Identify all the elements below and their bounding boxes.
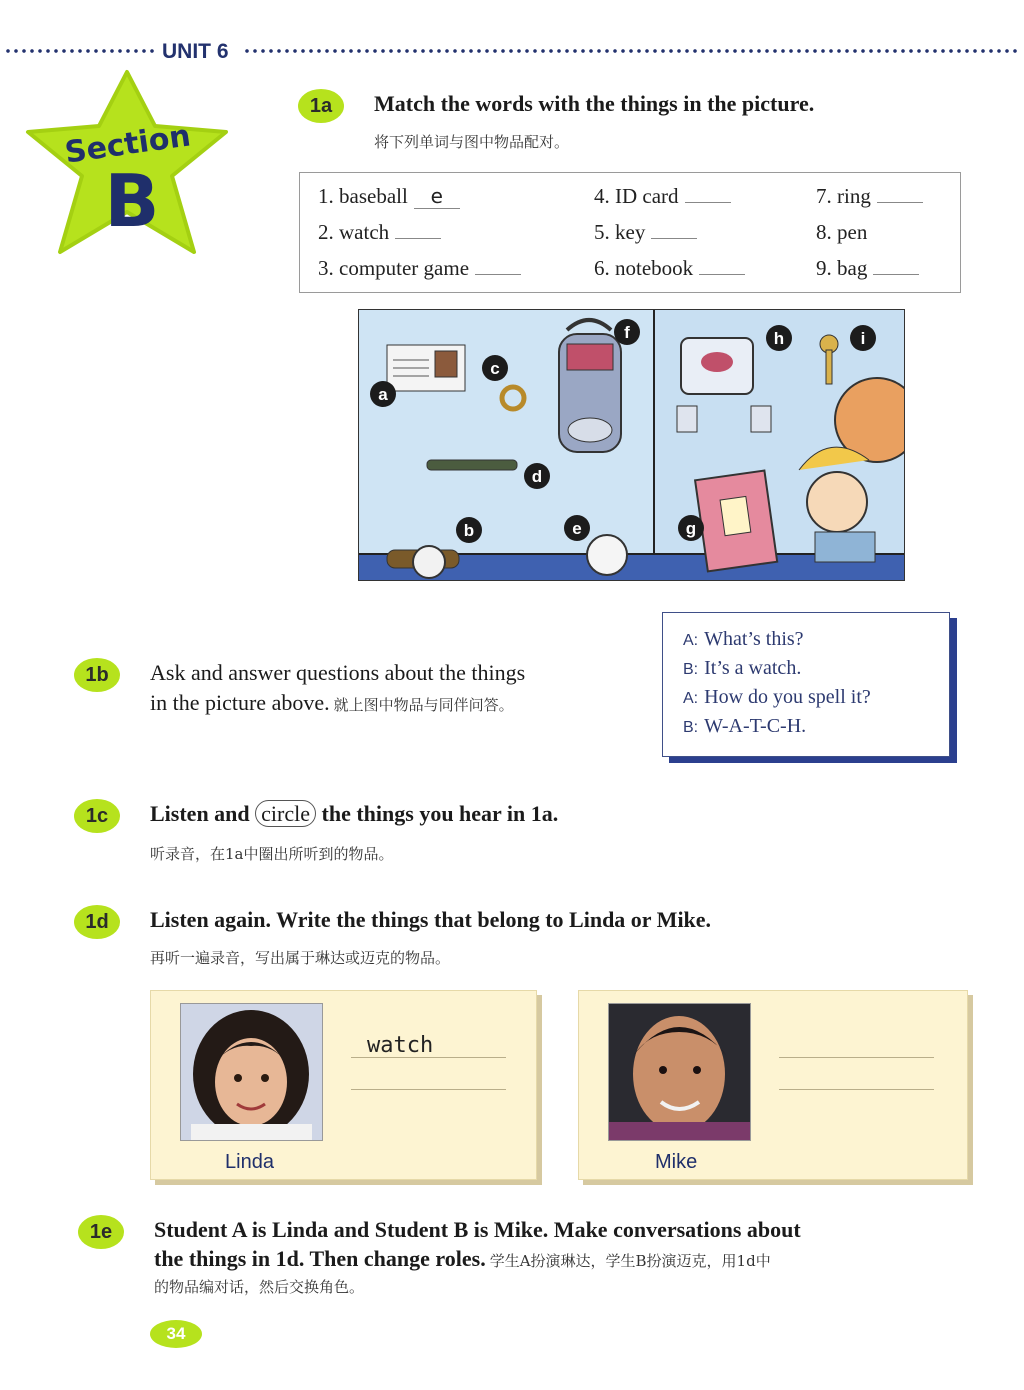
ex1b-instruction-cn: 就上图中物品与同伴问答。	[333, 696, 514, 714]
linda-name: Linda	[225, 1151, 274, 1173]
linda-answer[interactable]: watch	[367, 1033, 434, 1058]
badge-1d: 1d	[74, 905, 120, 939]
mike-photo	[608, 1003, 751, 1141]
label-e	[564, 515, 590, 541]
badge-1a: 1a	[298, 89, 344, 123]
svg-text:f: f	[624, 323, 630, 342]
word-item: 5. key	[594, 220, 697, 245]
badge-1c: 1c	[74, 799, 120, 833]
svg-text:b: b	[463, 521, 475, 540]
svg-text:i: i	[860, 329, 866, 348]
section-word: Section	[62, 118, 193, 171]
word-item: 9. bag	[816, 256, 919, 281]
ex1e-line2-wrap	[154, 1246, 771, 1272]
dialog-line: B: It’s a watch.	[683, 657, 802, 679]
dialog-line: A: What’s this?	[683, 628, 804, 650]
answer-blank[interactable]: e	[414, 184, 460, 209]
mike-answer-line-2[interactable]	[779, 1089, 934, 1090]
ex1e-line1: Student A is Linda and Student B is Mike. Make conversations about	[154, 1217, 801, 1242]
svg-text:d: d	[531, 467, 543, 486]
answer-blank[interactable]	[877, 202, 923, 203]
label-c	[482, 355, 508, 381]
mike-card	[578, 990, 968, 1180]
bag-drawing	[559, 320, 621, 452]
word-item: 8. pen	[816, 220, 868, 244]
label-h	[766, 325, 792, 351]
notebook-drawing	[695, 471, 777, 572]
linda-card	[150, 990, 537, 1180]
answer-blank[interactable]	[699, 274, 745, 275]
answer-blank[interactable]	[651, 238, 697, 239]
word-item: 6. notebook	[594, 256, 745, 281]
unit-label: UNIT 6	[162, 40, 229, 63]
word-item: 2. watch	[318, 220, 441, 245]
dialog-line: A: How do you spell it?	[683, 686, 871, 708]
ex1a-title: Match the words with the things in the picture.	[374, 91, 815, 116]
svg-text:h: h	[773, 329, 785, 348]
badge-1b: 1b	[74, 658, 120, 692]
dialog-line: B: W-A-T-C-H.	[683, 715, 807, 737]
svg-text:a: a	[378, 385, 388, 404]
items-picture	[358, 309, 905, 581]
answer-blank[interactable]	[873, 274, 919, 275]
label-d	[524, 463, 550, 489]
circled-word: circle	[255, 800, 316, 827]
linda-answer-line-2[interactable]	[351, 1089, 506, 1090]
ex1e-line2: the things in 1d. Then change roles.	[154, 1246, 486, 1271]
ex1e-line2-cn: 学生A扮演琳达，学生B扮演迈克，用1d中	[489, 1252, 771, 1270]
linda-answer-line-1[interactable]	[351, 1057, 506, 1058]
ex1c-instruction-cn: 听录音，在1a中圈出所听到的物品。	[150, 845, 394, 863]
ex1a-instruction-cn: 将下列单词与图中物品配对。	[374, 133, 570, 151]
svg-text:c: c	[490, 359, 500, 378]
ex1d-title: Listen again. Write the things that belong to Linda or Mike.	[150, 907, 712, 932]
section-letter: B	[104, 159, 160, 243]
word-item: 7. ring	[816, 184, 923, 209]
linda-photo	[180, 1003, 323, 1141]
label-f	[614, 319, 640, 345]
ex1b-line2: in the picture above.	[150, 690, 330, 715]
ex1b-line2-wrap	[150, 690, 514, 716]
answer-blank[interactable]	[685, 202, 731, 203]
badge-1e: 1e	[78, 1215, 124, 1249]
answer-blank[interactable]	[475, 274, 521, 275]
word-item: 1. baseball e	[318, 184, 460, 209]
svg-text:g: g	[685, 519, 697, 538]
label-g	[678, 515, 704, 541]
svg-text:e: e	[572, 519, 582, 538]
example-dialog	[662, 612, 950, 757]
header-dots-right	[243, 46, 1021, 56]
section-star	[20, 66, 234, 262]
ex1d-instruction-cn: 再听一遍录音，写出属于琳达或迈克的物品。	[150, 949, 451, 967]
header-dots-left	[4, 46, 156, 56]
ex1c-title: Listen and circle the things you hear in 1a.	[150, 801, 559, 826]
ex1e-line3-cn: 的物品编对话，然后交换角色。	[154, 1278, 365, 1296]
answer-blank[interactable]	[395, 238, 441, 239]
label-a	[370, 381, 396, 407]
label-b	[456, 517, 482, 543]
ex1b-line1: Ask and answer questions about the things	[150, 660, 526, 685]
word-item: 3. computer game	[318, 256, 521, 281]
label-i	[850, 325, 876, 351]
word-list-box	[299, 172, 961, 293]
mike-answer-line-1[interactable]	[779, 1057, 934, 1058]
word-item: 4. ID card	[594, 184, 731, 209]
mike-name: Mike	[655, 1151, 698, 1173]
id-card-drawing	[387, 345, 465, 391]
page-number: 34	[150, 1320, 202, 1348]
